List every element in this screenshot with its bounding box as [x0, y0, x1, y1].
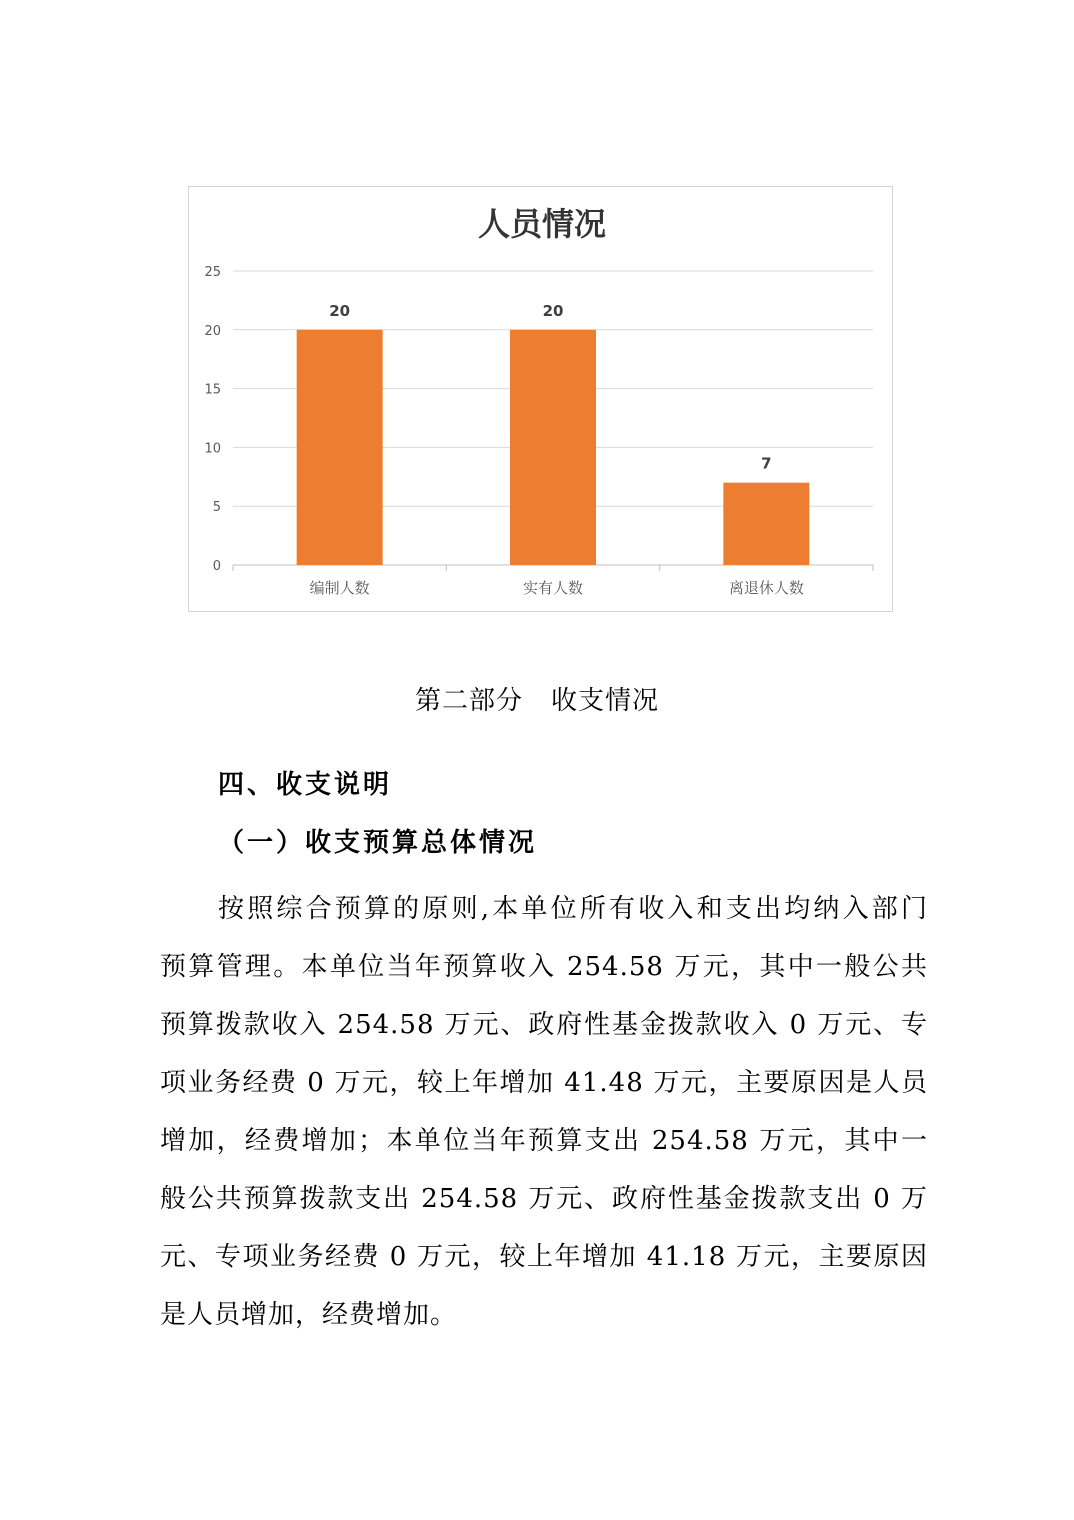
- paragraph-line: 般公共预算拨款支出 254.58 万元、政府性基金拨款支出 0 万: [160, 1184, 928, 1214]
- body-paragraph: [160, 880, 928, 1344]
- paragraph-line: 元、专项业务经费 0 万元，较上年增加 41.18 万元，主要原因: [160, 1242, 928, 1272]
- data-label: 20: [329, 301, 351, 320]
- data-label: 20: [542, 301, 564, 320]
- section-title: [0, 680, 1074, 717]
- paragraph-line: 按照综合预算的原则,本单位所有收入和支出均纳入部门: [218, 894, 928, 924]
- chart-title: 人员情况: [477, 205, 607, 243]
- bar: [723, 483, 809, 565]
- x-tick-label: 实有人数: [522, 579, 584, 597]
- heading-level-1: 四、收支说明: [218, 770, 393, 800]
- paragraph-line: 增加，经费增加；本单位当年预算支出 254.58 万元，其中一: [160, 1126, 928, 1156]
- heading-level-2: （一）收支预算总体情况: [218, 828, 538, 858]
- x-tick-label: 离退休人数: [728, 579, 804, 597]
- paragraph-line: 项业务经费 0 万元，较上年增加 41.48 万元，主要原因是人员: [160, 1068, 928, 1098]
- paragraph-line: 预算管理。本单位当年预算收入 254.58 万元，其中一般公共: [160, 952, 928, 982]
- y-tick-label: 5: [212, 500, 221, 516]
- section-title-right: 收支情况: [551, 686, 660, 716]
- staff-bar-chart-svg: [189, 187, 894, 613]
- y-tick-label: 0: [212, 559, 221, 574]
- paragraph-line: 预算拨款收入 254.58 万元、政府性基金拨款收入 0 万元、专: [160, 1010, 928, 1040]
- y-tick-label: 20: [204, 323, 221, 339]
- bar: [297, 330, 383, 565]
- data-label: 7: [761, 454, 772, 473]
- staff-chart: [188, 186, 893, 612]
- y-tick-label: 25: [204, 265, 221, 280]
- y-tick-label: 15: [204, 382, 221, 398]
- paragraph-line: 是人员增加，经费增加。: [160, 1300, 458, 1330]
- bar: [510, 330, 596, 565]
- y-tick-label: 10: [204, 441, 221, 457]
- section-title-left: 第二部分: [414, 686, 523, 716]
- x-tick-label: 编制人数: [309, 579, 370, 597]
